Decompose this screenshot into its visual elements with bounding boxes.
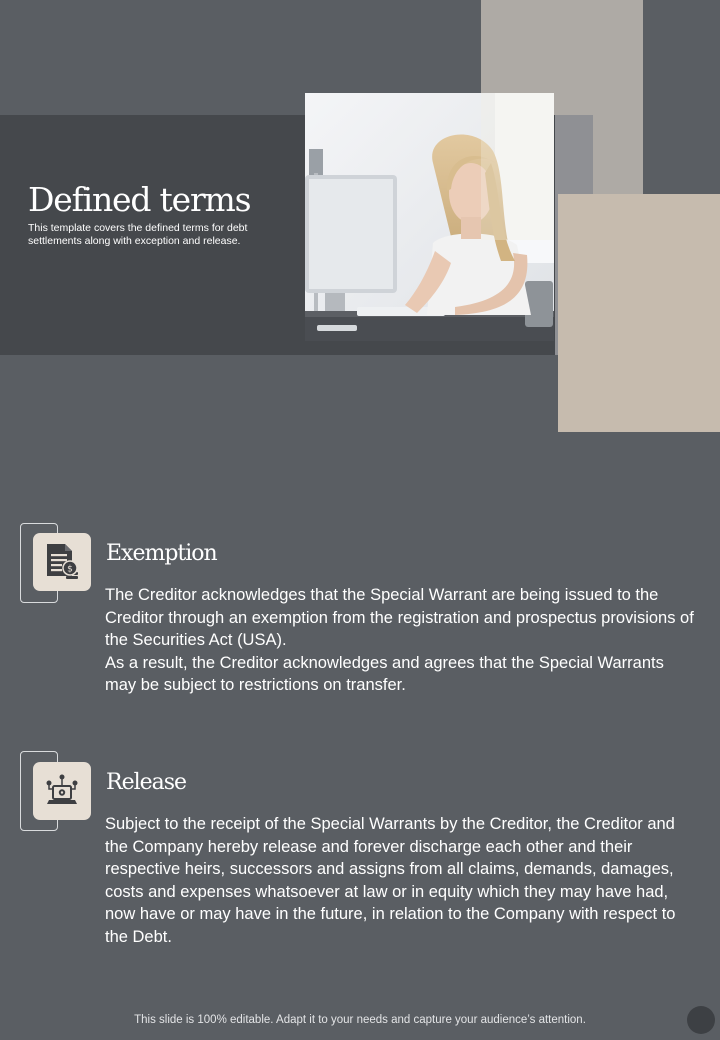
exemption-paragraph-2: As a result, the Creditor acknowledges and agrees that the Special Warrants may be subject to restrictions on transfer. bbox=[105, 653, 664, 694]
exemption-icon-tile bbox=[33, 533, 91, 591]
page-subtitle: This template covers the defined terms for debt settlements along with exception and release. bbox=[28, 222, 248, 247]
release-body bbox=[105, 813, 695, 948]
release-heading: Release bbox=[106, 770, 187, 795]
page-title: Defined terms bbox=[28, 180, 251, 219]
photo-overlay bbox=[481, 93, 554, 240]
release-icon-tile bbox=[33, 762, 91, 820]
exemption-body bbox=[105, 584, 695, 697]
footer-note: This slide is 100% editable. Adapt it to your needs and capture your audience’s attention. bbox=[134, 1014, 586, 1026]
document-dollar-icon bbox=[44, 542, 80, 582]
page-indicator-dot bbox=[687, 1006, 715, 1034]
exemption-paragraph-1: The Creditor acknowledges that the Special Warrant are being issued to the Creditor through an exemption from the registration and prospectus provisions of the Securities Act (USA). bbox=[105, 586, 694, 649]
laptop-network-icon bbox=[44, 773, 80, 809]
release-paragraph-1: Subject to the receipt of the Special Warrants by the Creditor, the Creditor and the Company hereby release and forever discharge each other and their respective heirs, successors and assigns from all claims, demands, damages, costs and expenses whatsoever at law or in equity which they may have had, now have or may have in the future, in relation to the Company with respect to the Debt. bbox=[105, 815, 676, 946]
decor-beige-block bbox=[558, 194, 720, 432]
exemption-heading: Exemption bbox=[106, 541, 217, 566]
svg-text:$: $ bbox=[67, 564, 73, 575]
